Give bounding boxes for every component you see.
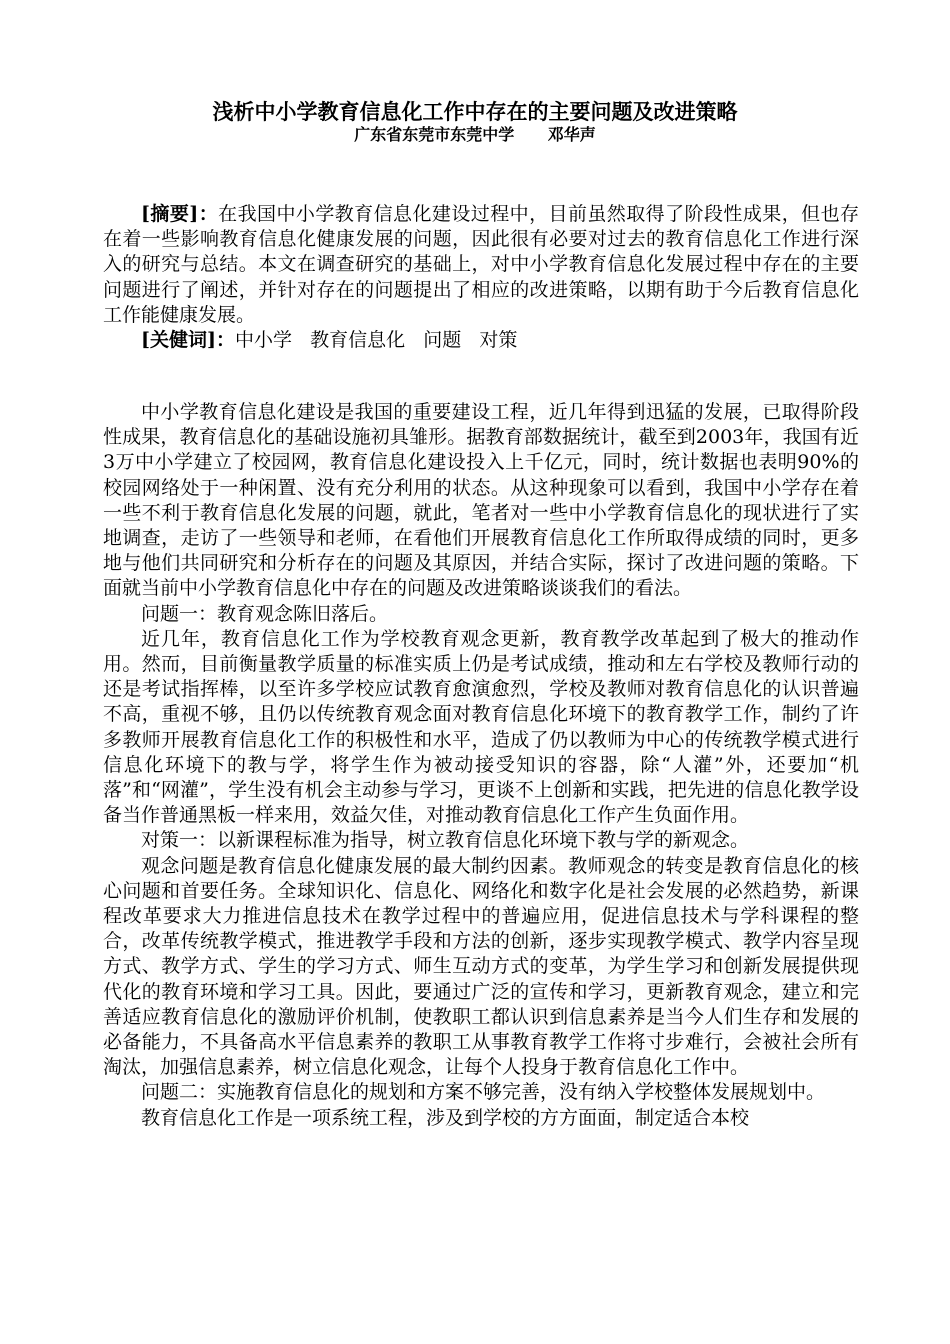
abstract-label: [摘要]： bbox=[141, 203, 219, 225]
abstract-section bbox=[103, 202, 859, 353]
keywords-label: [关健词]： bbox=[141, 329, 235, 352]
keywords-text: 中小学 教育信息化 问题 对策 bbox=[234, 329, 518, 352]
document-title: 浅析中小学教育信息化工作中存在的主要问题及改进策略 bbox=[212, 100, 738, 124]
keywords-paragraph bbox=[103, 328, 859, 353]
strategy-one-heading: 对策一：以新课程标准为指导，树立教育信息化环境下教与学的新观念。 bbox=[141, 829, 750, 852]
author-byline: 广东省东莞市东莞中学 邓华声 bbox=[354, 125, 596, 144]
abstract-text: 在我国中小学教育信息化建设过程中，目前虽然取得了阶段性成果，但也存在着一些影响教育信息化健康发展的问题，因此很有必要对过去的教育信息化工作进行深入的研究与总结。本文在调查研究的基础上，对中小学教育信息化发展过程中存在的主要问题进行了阐述，并针对存在的问题提出了相应的改进策略，以期有助于今后教育信息化工作能健康发展。 bbox=[103, 203, 859, 326]
main-body bbox=[103, 400, 859, 1131]
problem-one-heading: 问题一：教育观念陈旧落后。 bbox=[141, 602, 389, 625]
body-paragraph-strategy-one: 观念问题是教育信息化健康发展的最大制约因素。教师观念的转变是教育信息化的核心问题和首要任务。全球知识化、信息化、网络化和数字化是社会发展的必然趋势，新课程改革要求大力推进信息技术在教学过程中的普遍应用，促进信息技术与学科课程的整合，改革传统教学模式，推进教学手段和方法的创新，逐步实现教学模式、教学内容呈现方式、教学方式、学生的学习方式、师生互动方式的变革，为学生学习和创新发展提供现代化的教育环境和学习工具。因此，要通过广泛的宣传和学习，更新教育观念，建立和完善适应教育信息化的激励评价机制，使教职工都认识到信息素养是当今人们生存和发展的必备能力，不具备高水平信息素养的教职工从事教育教学工作将寸步难行，会被社会所有淘汰，加强信息素养，树立信息化观念，让每个人投身于教育信息化工作中。 bbox=[103, 854, 859, 1079]
body-paragraph-intro: 中小学教育信息化建设是我国的重要建设工程，近几年得到迅猛的发展，已取得阶段性成果，教育信息化的基础设施初具雏形。据教育部数据统计，截至到2003年，我国有近3万中小学建立了校园网，教育信息化建设投入上千亿元，同时，统计数据也表明90%的校园网络处于一种闲置、没有充分利用的状态。从这种现象可以看到，我国中小学存在着一些不利于教育信息化发展的问题，就此，笔者对一些中小学教育信息化的现状进行了实地调查，走访了一些领导和老师，在看他们开展教育信息化工作所取得成绩的同时，更多地与他们共同研究和分析存在的问题及其原因，并结合实际，探讨了改进问题的策略。下面就当前中小学教育信息化中存在的问题及改进策略谈谈我们的看法。 bbox=[103, 401, 859, 600]
problem-two-heading: 问题二：实施教育信息化的规划和方案不够完善，没有纳入学校整体发展规划中。 bbox=[141, 1081, 826, 1104]
body-paragraph-problem-two: 教育信息化工作是一项系统工程，涉及到学校的方方面面，制定适合本校 bbox=[141, 1106, 750, 1129]
abstract-paragraph bbox=[103, 202, 859, 328]
body-paragraph-problem-one: 近几年，教育信息化工作为学校教育观念更新，教育教学改革起到了极大的推动作用。然而，目前衡量教学质量的标准实质上仍是考试成绩，推动和左右学校及教师行动的还是考试指挥棒，以至许多学校应试教育愈演愈烈，学校及教师对教育信息化的认识普遍不高，重视不够，且仍以传统教育观念面对教育信息化环境下的教育教学工作，制约了许多教师开展教育信息化工作的积极性和水平，造成了仍以教师为中心的传统教学模式进行信息化环境下的教与学，将学生作为被动接受知识的容器，除“人灌”外，还要加“机落”和“网灌”，学生没有机会主动参与学习，更谈不上创新和实践，把先进的信息化教学设备当作普通黑板一样来用，效益欠佳，对推动教育信息化工作产生负面作用。 bbox=[103, 627, 859, 827]
